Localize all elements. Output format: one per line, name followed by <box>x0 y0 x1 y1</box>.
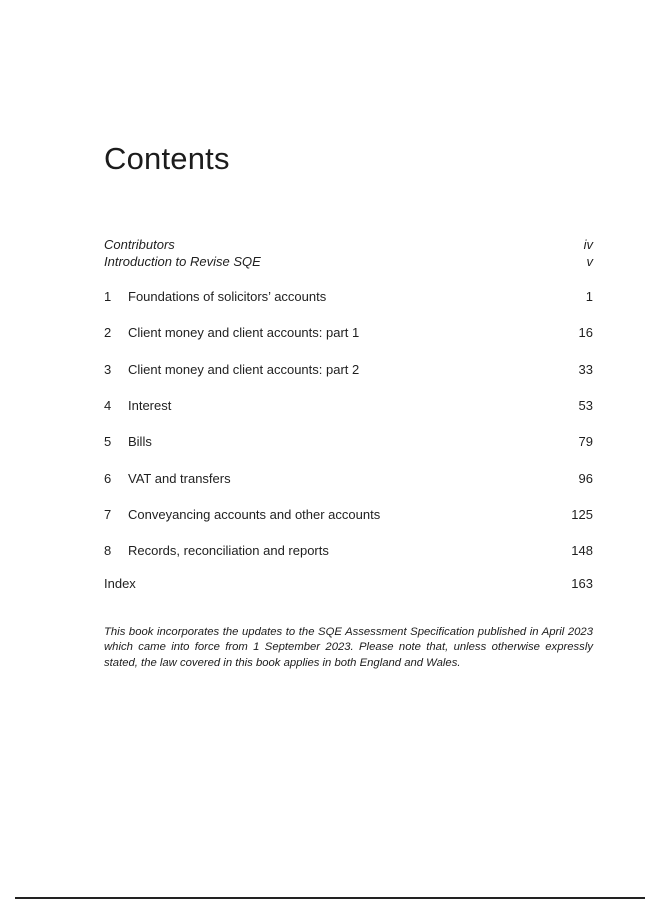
toc-entry-introduction[interactable] <box>104 253 593 271</box>
toc-entry-label: Contributors <box>104 237 175 252</box>
toc-chapter-2[interactable] <box>104 324 593 342</box>
toc-page-number: 16 <box>578 325 593 340</box>
toc-chapter-1[interactable] <box>104 288 593 306</box>
chapter-title: Foundations of solicitors’ accounts <box>128 289 327 304</box>
chapter-title: Records, reconciliation and reports <box>128 543 329 558</box>
chapter-title: Client money and client accounts: part 1 <box>128 325 360 340</box>
toc-entry-label: Index <box>104 576 136 591</box>
chapter-number: 2 <box>104 325 112 340</box>
toc-chapter-3[interactable] <box>104 361 593 379</box>
page-title: Contents <box>104 141 230 176</box>
toc-page-number: v <box>586 254 593 269</box>
toc-page-number: 96 <box>578 471 593 486</box>
chapter-title: Conveyancing accounts and other accounts <box>128 507 381 522</box>
chapter-number: 1 <box>104 289 112 304</box>
chapter-number: 4 <box>104 398 112 413</box>
toc-entry-index[interactable] <box>104 575 593 593</box>
chapter-number: 6 <box>104 471 112 486</box>
toc-chapter-6[interactable] <box>104 470 593 488</box>
chapter-number: 8 <box>104 543 112 558</box>
toc-entry-label: Introduction to Revise SQE <box>104 254 261 269</box>
toc-page-number: 163 <box>571 576 593 591</box>
toc-entry-contributors[interactable] <box>104 236 593 254</box>
chapter-title: Interest <box>128 398 172 413</box>
toc-page-number: 53 <box>578 398 593 413</box>
toc-chapter-5[interactable] <box>104 433 593 451</box>
chapter-number: 5 <box>104 434 112 449</box>
toc-page-number: 1 <box>585 289 593 304</box>
chapter-number: 3 <box>104 362 112 377</box>
chapter-number: 7 <box>104 507 112 522</box>
toc-chapter-8[interactable] <box>104 542 593 560</box>
toc-chapter-7[interactable] <box>104 506 593 524</box>
toc-page-number: 79 <box>578 434 593 449</box>
toc-page-number: iv <box>583 237 593 252</box>
toc-chapter-4[interactable] <box>104 397 593 415</box>
toc-page-number: 33 <box>578 362 593 377</box>
bottom-rule <box>15 897 645 899</box>
toc-page-number: 125 <box>571 507 593 522</box>
chapter-title: Bills <box>128 434 152 449</box>
toc-page-number: 148 <box>571 543 593 558</box>
chapter-title: Client money and client accounts: part 2 <box>128 362 360 377</box>
chapter-title: VAT and transfers <box>128 471 231 486</box>
edition-note: This book incorporates the updates to the SQE Assessment Specification published in April 2023 which came into force from 1 September 2023. Please note that, unless otherwise expressly stated, the law covered in this book applies in both England and Wales. <box>104 626 593 669</box>
